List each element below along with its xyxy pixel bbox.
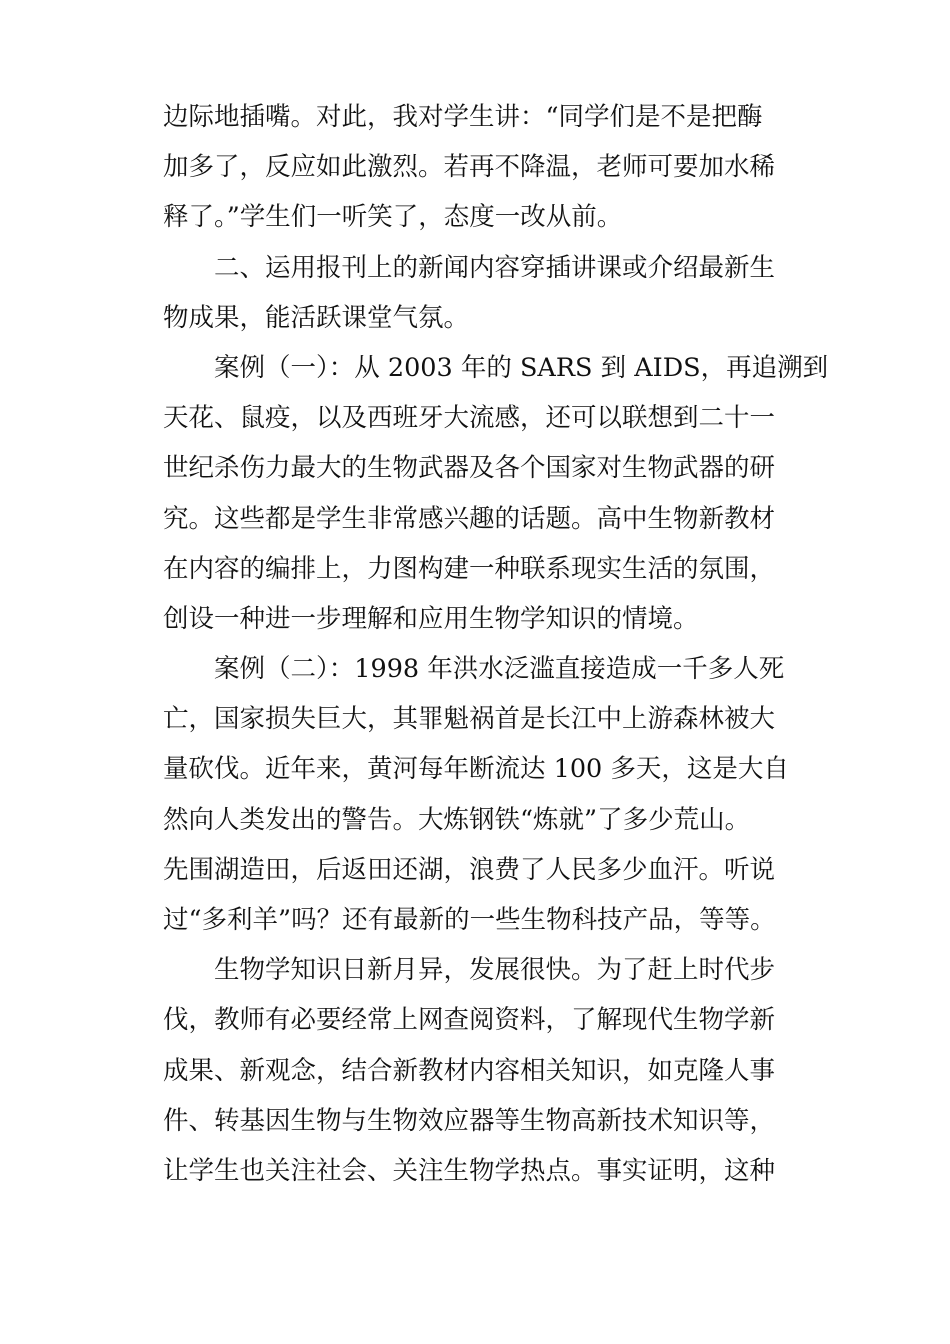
text-line: 加多了，反应如此激烈。若再不降温，老师可要加水稀 xyxy=(163,152,776,183)
case-one-line: 案例（一）：从 2003 年的 SARS 到 AIDS，再追溯到 xyxy=(214,352,829,383)
case-one-line: 世纪杀伤力最大的生物武器及各个国家对生物武器的研 xyxy=(163,453,776,484)
case-one-line: 天花、鼠疫，以及西班牙大流感，还可以联想到二十一 xyxy=(163,403,776,434)
section-heading-line: 物成果，能活跃课堂气氛。 xyxy=(163,302,470,333)
case-two-line: 过“多利羊”吗？还有最新的一些生物科技产品，等等。 xyxy=(163,905,776,935)
case-one-line: 创设一种进一步理解和应用生物学知识的情境。 xyxy=(163,603,699,634)
paragraph-line: 伐，教师有必要经常上网查阅资料，了解现代生物学新 xyxy=(163,1005,776,1036)
document-body xyxy=(163,92,829,1196)
case-two-line: 然向人类发出的警告。大炼钢铁“炼就”了多少荒山。 xyxy=(163,804,751,835)
case-one-line: 在内容的编排上，力图构建一种联系现实生活的氛围， xyxy=(163,553,776,584)
case-two-line: 先围湖造田，后返田还湖，浪费了人民多少血汗。听说 xyxy=(163,854,776,885)
paragraph-line: 生物学知识日新月异，发展很快。为了赶上时代步 xyxy=(214,955,776,986)
paragraph-line: 成果、新观念，结合新教材内容相关知识，如克隆人事 xyxy=(163,1055,776,1086)
section-heading-line: 二、运用报刊上的新闻内容穿插讲课或介绍最新生 xyxy=(214,252,776,283)
text-line: 释了。”学生们一听笑了，态度一改从前。 xyxy=(163,202,623,233)
text-line: 边际地插嘴。对此，我对学生讲：“同学们是不是把酶 xyxy=(163,102,763,132)
case-two-line: 量砍伐。近年来，黄河每年断流达 100 多天，这是大自 xyxy=(163,754,789,785)
paragraph-line: 让学生也关注社会、关注生物学热点。事实证明，这种 xyxy=(163,1155,776,1186)
paragraph-line: 件、转基因生物与生物效应器等生物高新技术知识等， xyxy=(163,1105,776,1136)
case-two-line: 案例（二）：1998 年洪水泛滥直接造成一千多人死 xyxy=(214,654,785,685)
case-two-line: 亡，国家损失巨大，其罪魁祸首是长江中上游森林被大 xyxy=(163,704,776,735)
case-one-line: 究。这些都是学生非常感兴趣的话题。高中生物新教材 xyxy=(163,503,776,534)
